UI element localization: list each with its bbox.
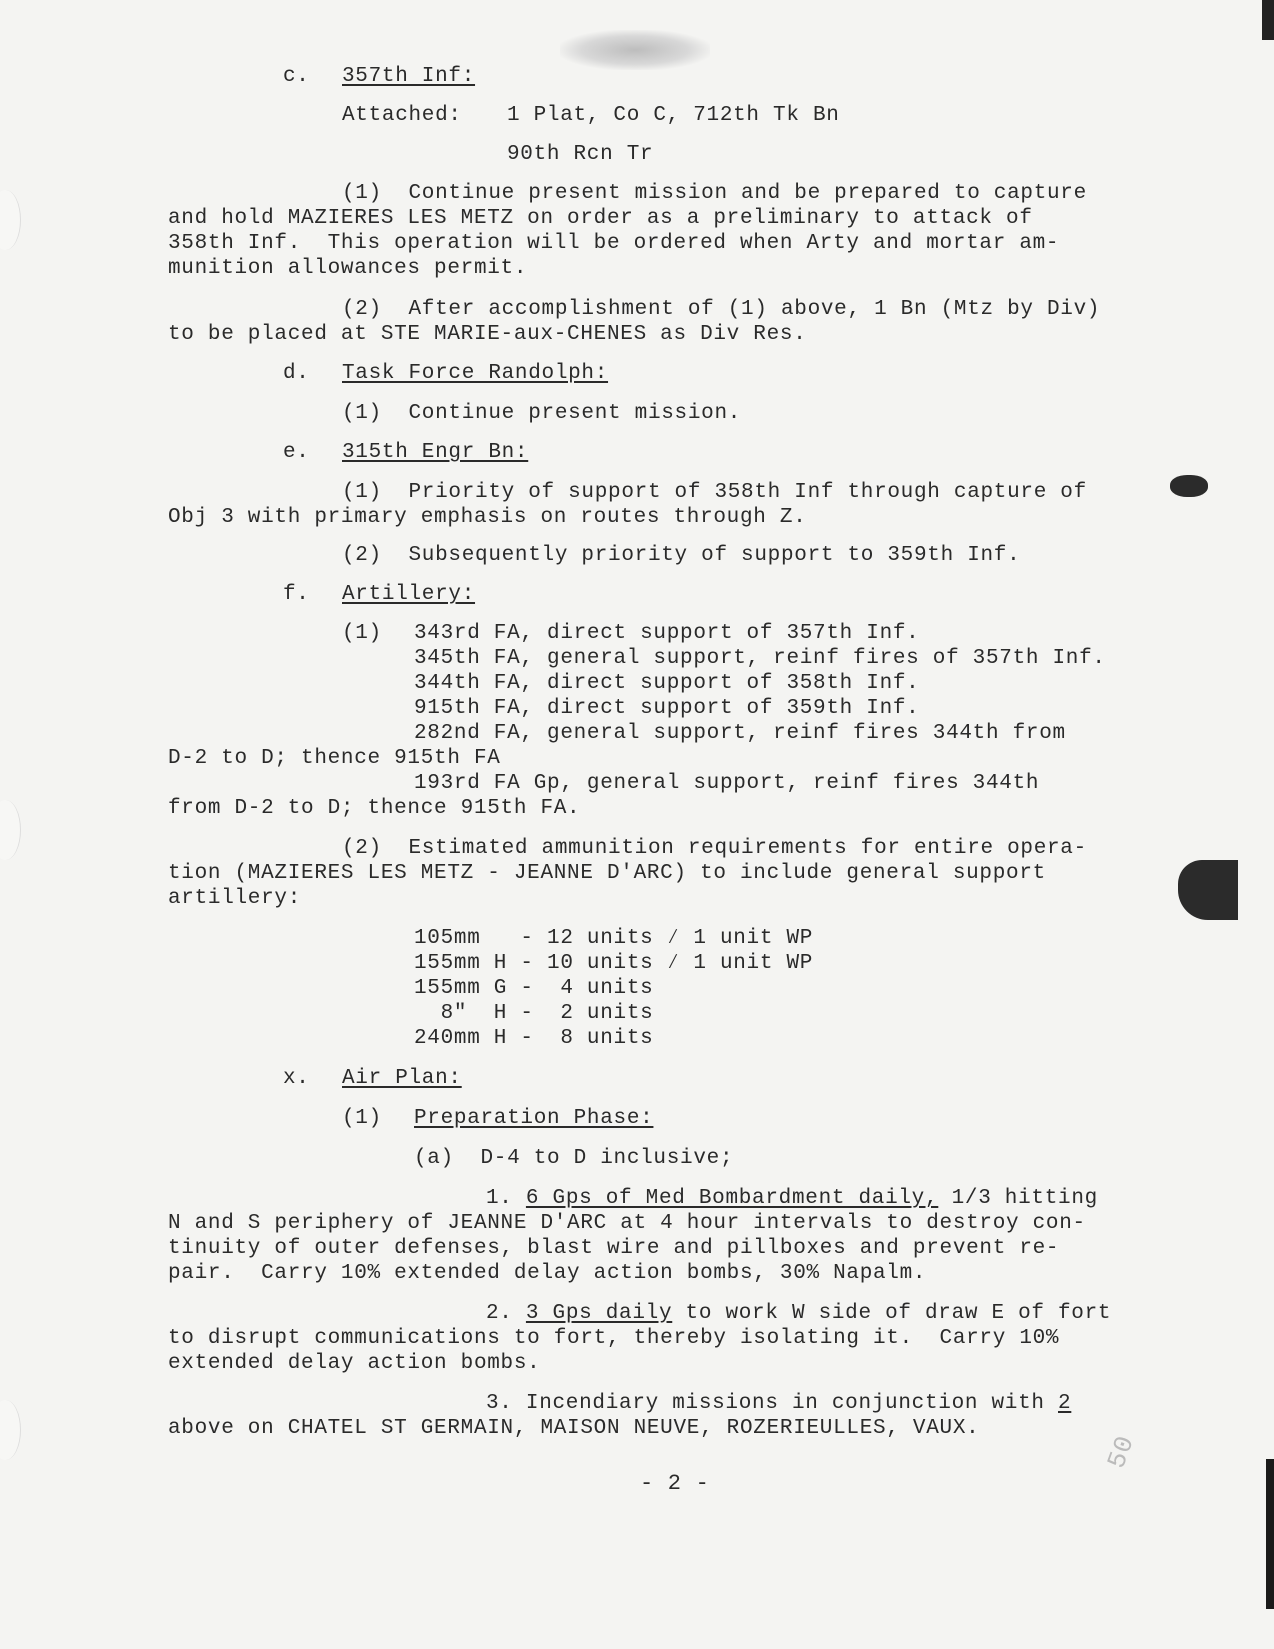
artillery-line: 915th FA, direct support of 359th Inf.	[414, 697, 920, 720]
item-number: 1.	[486, 1187, 513, 1210]
section-heading: Artillery:	[342, 583, 476, 606]
attached-label: Attached:	[342, 104, 462, 127]
punch-hole	[0, 1400, 21, 1460]
paragraph-line: (1) Continue present mission and be prepared to capture	[342, 182, 1087, 205]
item-line	[486, 1392, 1071, 1416]
section-letter: e.	[283, 441, 310, 464]
artillery-line: 343rd FA, direct support of 357th Inf.	[414, 622, 920, 645]
paragraph-number: (1)	[342, 622, 382, 645]
page-edge-mark	[1262, 0, 1274, 40]
item-line	[486, 1302, 1111, 1326]
artillery-line: D-2 to D; thence 915th FA	[168, 747, 501, 770]
paragraph-line: artillery:	[168, 887, 302, 910]
underlined-text: 6 Gps of Med Bombardment daily,	[525, 1187, 939, 1210]
paragraph-line: (a) D-4 to D inclusive;	[414, 1147, 734, 1170]
artillery-line: from D-2 to D; thence 915th FA.	[168, 797, 581, 820]
item-text: 1/3 hitting	[938, 1187, 1098, 1210]
margin-note: 50	[1101, 1431, 1141, 1473]
paragraph-line: 358th Inf. This operation will be ordered when Arty and mortar am-	[168, 232, 1060, 255]
artillery-line: 345th FA, general support, reinf fires of 357th Inf.	[414, 647, 1106, 670]
page-edge-mark	[1266, 1459, 1274, 1609]
ink-blot	[1178, 860, 1238, 920]
subsection-heading: Preparation Phase:	[414, 1107, 654, 1130]
section-heading: 315th Engr Bn:	[342, 441, 529, 464]
paragraph-line: (2) After accomplishment of (1) above, 1 Bn (Mtz by Div)	[342, 298, 1101, 321]
paragraph-line: (1) Continue present mission.	[342, 402, 742, 425]
underlined-text: 3 Gps daily	[525, 1302, 673, 1325]
ink-smudge	[560, 30, 710, 70]
paragraph-line: Obj 3 with primary emphasis on routes through Z.	[168, 506, 807, 529]
section-heading: Task Force Randolph:	[342, 362, 609, 385]
ammo-row: 240mm H - 8 units	[414, 1027, 654, 1050]
item-line: above on CHATEL ST GERMAIN, MAISON NEUVE, ROZERIEULLES, VAUX.	[168, 1417, 980, 1440]
item-number: 2.	[486, 1302, 513, 1325]
ammo-row: 155mm H - 10 units ∕ 1 unit WP	[414, 952, 814, 975]
section-letter: d.	[283, 362, 310, 385]
item-line: pair. Carry 10% extended delay action bombs, 30% Napalm.	[168, 1262, 927, 1285]
item-line: N and S periphery of JEANNE D'ARC at 4 hour intervals to destroy con-	[168, 1212, 1086, 1235]
section-letter: f.	[283, 583, 310, 606]
punch-hole	[0, 190, 21, 250]
page-number: - 2 -	[640, 1471, 710, 1496]
ammo-row: 105mm - 12 units ∕ 1 unit WP	[414, 927, 814, 950]
item-line: extended delay action bombs.	[168, 1352, 541, 1375]
ammo-row: 155mm G - 4 units	[414, 977, 654, 1000]
paragraph-number: (1)	[342, 1107, 382, 1130]
section-letter: c.	[283, 65, 310, 88]
artillery-line: 282nd FA, general support, reinf fires 344th from	[414, 722, 1066, 745]
paragraph-line: munition allowances permit.	[168, 257, 528, 280]
item-line: to disrupt communications to fort, thereby isolating it. Carry 10%	[168, 1327, 1060, 1350]
artillery-line: 193rd FA Gp, general support, reinf fires 344th	[414, 772, 1040, 795]
item-line: tinuity of outer defenses, blast wire and pillboxes and prevent re-	[168, 1237, 1060, 1260]
attached-unit: 1 Plat, Co C, 712th Tk Bn	[507, 104, 840, 127]
paragraph-line: (2) Subsequently priority of support to 359th Inf.	[342, 544, 1021, 567]
paragraph-line: (2) Estimated ammunition requirements for entire opera-	[342, 837, 1087, 860]
attached-unit: 90th Rcn Tr	[507, 143, 654, 166]
item-text: 3. Incendiary missions in conjunction with	[486, 1392, 1058, 1415]
paragraph-line: (1) Priority of support of 358th Inf through capture of	[342, 481, 1087, 504]
section-heading: 357th Inf:	[342, 65, 476, 88]
section-heading: Air Plan:	[342, 1067, 462, 1090]
paragraph-line: and hold MAZIERES LES METZ on order as a preliminary to attack of	[168, 207, 1033, 230]
item-text: to work W side of draw E of fort	[672, 1302, 1112, 1325]
artillery-line: 344th FA, direct support of 358th Inf.	[414, 672, 920, 695]
paragraph-line: to be placed at STE MARIE-aux-CHENES as Div Res.	[168, 323, 807, 346]
ink-blot	[1170, 475, 1208, 497]
section-letter: x.	[283, 1067, 310, 1090]
ammo-row: 8" H - 2 units	[414, 1002, 654, 1025]
underlined-text: 2	[1058, 1392, 1072, 1415]
paragraph-line: tion (MAZIERES LES METZ - JEANNE D'ARC) to include general support	[168, 862, 1046, 885]
item-line	[486, 1187, 1098, 1211]
punch-hole	[0, 800, 21, 860]
